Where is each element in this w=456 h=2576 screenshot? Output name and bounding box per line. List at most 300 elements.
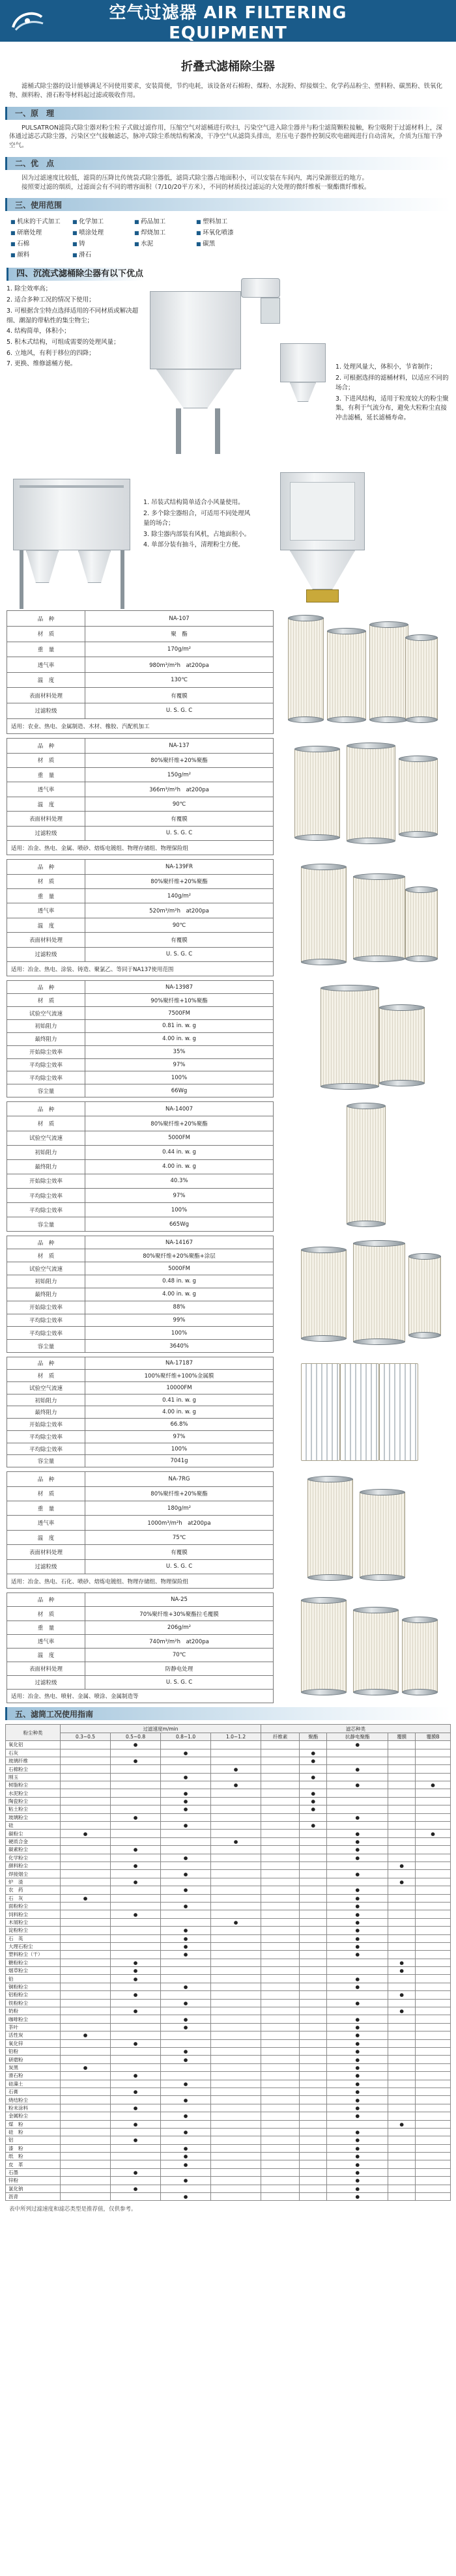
guide-mark-cell: ● [300,1789,327,1797]
feature-item: 2. 可根据选择的滤桶材料，以适应不同的场合； [335,375,449,391]
spec-row [7,1419,274,1431]
guide-mark-cell [388,1805,416,1813]
guide-mark-cell [261,2039,300,2047]
guide-mark-cell [61,1878,111,1886]
guide-mark-cell [416,1870,451,1878]
spec-row [7,1288,274,1301]
guide-mark-cell [211,2031,261,2039]
guide-mark-cell [388,2160,416,2168]
guide-mark-cell [388,1846,416,1854]
guide-mark-cell: ● [211,1765,261,1773]
spec-value: U. S. G. C [85,703,274,719]
spec-key: 初始阻力 [7,1275,85,1288]
guide-mark-cell [261,2007,300,2015]
guide-mark-cell: ● [327,2160,388,2168]
guide-mark-cell [416,1999,451,2007]
spec-value: 0.81 in. w. g [85,1019,274,1032]
guide-row [6,1886,451,1894]
guide-mark-cell [261,1846,300,1854]
filter-spec-block [0,859,456,976]
spec-key: 品 种 [7,860,85,874]
spec-value: 140g/m² [85,889,274,903]
dust-type-cell: 纸 粉 [6,2153,61,2160]
guide-mark-cell [161,1765,211,1773]
guide-mark-cell: ● [161,2112,211,2120]
guide-row [6,2031,451,2039]
spec-row [7,1262,274,1275]
filter-spec-block [0,1101,456,1232]
guide-mark-cell: ● [111,1878,161,1886]
guide-row [6,2063,451,2071]
guide-mark-cell [211,2080,261,2088]
dust-type-cell: 铁粉粉尘 [6,1999,61,2007]
guide-mark-cell [388,1942,416,1950]
guide-mark-cell [261,2047,300,2055]
spec-value: 防静电处理 [85,1662,274,1675]
guide-mark-cell [261,2015,300,2023]
guide-mark-cell [300,2185,327,2192]
guide-mark-cell [327,2120,388,2128]
guide-mark-cell [416,1854,451,1861]
guide-mark-cell [161,2007,211,2015]
guide-mark-cell: ● [161,1942,211,1950]
guide-mark-cell [327,1805,388,1813]
guide-mark-cell [388,1789,416,1797]
spec-value: 0.44 in. w. g [85,1145,274,1159]
guide-mark-cell: ● [111,1991,161,1999]
guide-mark-cell [161,2136,211,2144]
guide-mark-cell: ● [61,1894,111,1902]
guide-mark-cell [416,1749,451,1757]
guide-mark-cell [300,2088,327,2095]
spec-key: 试验空气流速 [7,1381,85,1394]
spec-value: 80%聚纤维+20%聚酯 [85,1116,274,1131]
guide-mark-cell [111,2153,161,2160]
guide-mark-cell [161,1741,211,1749]
spec-value: 150g/m² [85,768,274,782]
guide-mark-cell: ● [388,1878,416,1886]
guide-row [6,2047,451,2055]
guide-mark-cell [300,2193,327,2201]
section-principle-title: 一、原 理 [5,107,451,120]
guide-mark-cell [211,2128,261,2136]
filter-cartridge [288,617,324,721]
spec-row [7,1648,274,1662]
guide-mark-cell [161,2088,211,2095]
spec-value: 97% [85,1189,274,1203]
guide-mark-cell [111,1773,161,1781]
guide-mark-cell [261,1991,300,1999]
guide-mark-cell [327,1967,388,1975]
guide-mark-cell [61,2088,111,2095]
guide-mark-cell [416,1934,451,1942]
guide-mark-cell: ● [327,1765,388,1773]
guide-mark-cell [211,2072,261,2080]
guide-mark-cell [211,1789,261,1797]
guide-mark-cell [161,2168,211,2176]
guide-mark-cell: ● [327,1854,388,1861]
guide-mark-cell [111,1781,161,1789]
scope-item: ■ 水泥 [134,238,196,248]
guide-mark-cell [111,2015,161,2023]
guide-mark-cell [300,1862,327,1870]
guide-mark-cell [61,2015,111,2023]
guide-mark-cell [388,1854,416,1861]
guide-subheader-cell: 覆膜B [416,1733,451,1740]
guide-mark-cell [388,2063,416,2071]
guide-mark-cell [61,1837,111,1845]
spec-value: 366m³/m²h at200pa [85,782,274,797]
spec-key: 平均除尘效率 [7,1058,85,1071]
guide-mark-cell [388,1749,416,1757]
dust-type-cell: 碳素粉尘 [6,1846,61,1854]
guide-mark-cell [61,1846,111,1854]
guide-mark-cell [388,2015,416,2023]
guide-mark-cell [327,1862,388,1870]
guide-mark-cell [416,2193,451,2201]
guide-mark-cell [61,1999,111,2007]
spec-key: 重 量 [7,642,85,657]
guide-row [6,2153,451,2160]
filter-cartridge [405,888,438,960]
guide-mark-cell: ● [327,2153,388,2160]
guide-mark-cell: ● [161,1789,211,1797]
spec-key: 开始除尘效率 [7,1174,85,1188]
guide-mark-cell [300,2112,327,2120]
spec-value: 100% [85,1327,274,1340]
guide-mark-cell [261,1741,300,1749]
guide-row [6,1902,451,1910]
guide-mark-cell: ● [111,2136,161,2144]
guide-mark-cell [416,1773,451,1781]
guide-mark-cell [211,1999,261,2007]
spec-value: U. S. G. C [85,1676,274,1690]
guide-mark-cell [161,1918,211,1926]
guide-mark-cell [416,2104,451,2112]
spec-application: 适用：冶金、热电、金属、喷砂、熔炼电镀组、物理存储组、物理保险组 [7,840,274,855]
filter-cartridge [347,744,395,842]
spec-key: 透气率 [7,782,85,797]
guide-mark-cell [211,1878,261,1886]
filter-cartridge [360,1491,405,1579]
feature-item: 3. 除尘器内部装有风机，占地面积小。 [143,530,251,538]
filter-spec-block [0,1236,456,1353]
guide-mark-cell [300,2136,327,2144]
guide-mark-cell [261,2023,300,2031]
guide-mark-cell [388,1773,416,1781]
filter-cartridge [369,623,408,721]
guide-mark-cell [300,1886,327,1894]
spec-key: 材 质 [7,753,85,767]
filter-cartridge [379,1363,418,1461]
spec-value: 100% [85,1203,274,1217]
spec-table [7,859,274,976]
guide-mark-cell [211,1886,261,1894]
guide-mark-cell [61,1927,111,1934]
filter-cartridge [307,1478,353,1579]
guide-mark-cell [61,1805,111,1813]
spec-row [7,1357,274,1370]
guide-mark-cell [111,2047,161,2055]
guide-mark-cell [300,2104,327,2112]
dust-type-cell: 铝 [6,2136,61,2144]
guide-mark-cell [327,1991,388,1999]
guide-table [5,1724,451,2201]
guide-mark-cell [211,1797,261,1805]
filter-cartridge [353,875,405,960]
guide-row [6,1983,451,1990]
guide-mark-cell: ● [327,2072,388,2080]
guide-mark-cell [416,1902,451,1910]
guide-row [6,2088,451,2095]
guide-mark-cell [416,2072,451,2080]
spec-key: 材 质 [7,994,85,1007]
spec-row [7,874,274,888]
guide-mark-cell [300,2153,327,2160]
guide-mark-cell [211,2112,261,2120]
spec-value: 80%聚纤维+20%聚酯 [85,874,274,888]
spec-table [7,1101,274,1232]
guide-mark-cell [300,1934,327,1942]
guide-mark-cell [261,1927,300,1934]
spec-value: 206g/m² [85,1621,274,1634]
advantages-text: 因为过滤速度比较低，滤筒的压降比传统袋式除尘器低，滤筒式除尘器占地面积小，可以安装在车间内，离污染源很近的地方。 接照要过滤的烟质，过滤面会有不同的增容面积（7/10/20平方米），不同的材质技过滤运的大处理的微纤维板一聚酯微纤维板。 [21,174,371,191]
guide-mark-cell [261,1830,300,1837]
guide-mark-cell: ● [111,2088,161,2095]
dust-type-cell: 化学粉尘 [6,1854,61,1861]
guide-mark-cell: ● [327,1886,388,1894]
guide-subheader-cell: 1.0~1.2 [211,1733,261,1740]
guide-mark-cell [111,1927,161,1934]
spec-key: 开始除尘效率 [7,1301,85,1314]
filter-cartridge [301,1363,340,1461]
guide-mark-cell [61,2104,111,2112]
guide-mark-cell [211,1854,261,1861]
guide-mark-cell [327,1797,388,1805]
spec-key: 最终阻力 [7,1406,85,1419]
guide-row [6,1934,451,1942]
spec-row [7,1032,274,1045]
guide-mark-cell [388,1918,416,1926]
spec-row [7,947,274,961]
spec-row [7,1203,274,1217]
guide-mark-cell: ● [300,1757,327,1764]
guide-mark-cell [388,1983,416,1990]
scope-item: ■ 石棉 [10,238,72,248]
guide-mark-cell [388,2056,416,2063]
guide-mark-cell [61,1757,111,1764]
guide-row [6,1773,451,1781]
guide-subheader-cell: 纤维素 [261,1733,300,1740]
guide-mark-cell [388,1797,416,1805]
guide-mark-cell [416,2039,451,2047]
dust-type-cell: 玻璃粉尘 [6,1813,61,1821]
guide-mark-cell [111,1805,161,1813]
guide-mark-cell [388,2088,416,2095]
guide-row [6,1789,451,1797]
guide-mark-cell [261,2144,300,2152]
spec-key: 品 种 [7,739,85,753]
guide-mark-cell [300,1854,327,1861]
spec-row [7,1102,274,1116]
spec-row [7,739,274,753]
spec-row [7,657,274,673]
dust-type-cell: 研磨粉 [6,2056,61,2063]
spec-key: 表面材料处理 [7,688,85,703]
guide-mark-cell [261,1918,300,1926]
spec-key: 材 质 [7,1249,85,1262]
guide-mark-cell: ● [327,2128,388,2136]
guide-mark-cell: ● [300,1797,327,1805]
guide-mark-cell [261,2088,300,2095]
spec-value: 10000FM [85,1381,274,1394]
guide-mark-cell [388,1934,416,1942]
guide-mark-cell [111,1942,161,1950]
guide-mark-cell: ● [300,1805,327,1813]
guide-mark-cell [388,1870,416,1878]
guide-mark-cell: ● [161,2193,211,2201]
spec-value: NA-13987 [85,981,274,994]
dust-type-cell: 煤 粉 [6,2120,61,2128]
guide-mark-cell [211,2136,261,2144]
guide-mark-cell: ● [111,1959,161,1966]
spec-key: 重 量 [7,1501,85,1516]
spec-row [7,826,274,840]
feature-item: 1. 处理风量大，体积小，节省制作； [335,363,436,371]
scope-item: ■ 滑石 [72,249,134,259]
spec-value: NA-14167 [85,1236,274,1249]
guide-row [6,2072,451,2080]
guide-mark-cell [388,1830,416,1837]
guide-mark-cell [111,1983,161,1990]
spec-row [7,1058,274,1071]
guide-row [6,2160,451,2168]
guide-mark-cell [388,1999,416,2007]
guide-mark-cell [261,1975,300,1983]
dust-type-cell: 焊接烟尘 [6,1870,61,1878]
guide-mark-cell: ● [161,2153,211,2160]
guide-mark-cell [61,1822,111,1830]
dust-type-cell: 铜粉粉尘 [6,1983,61,1990]
guide-mark-cell [161,2072,211,2080]
guide-mark-cell [61,1959,111,1966]
guide-mark-cell [416,1822,451,1830]
guide-mark-cell: ● [327,2088,388,2095]
guide-mark-cell [211,2088,261,2095]
spec-application: 适用：农业、热电、金属制造、木材、橡胶、汽配机加工 [7,718,274,734]
spec-row [7,812,274,826]
guide-row [6,1959,451,1966]
guide-mark-cell [61,1797,111,1805]
guide-row [6,1918,451,1926]
guide-mark-cell: ● [327,1781,388,1789]
spec-key: 平均除尘效率 [7,1189,85,1203]
guide-mark-cell [300,1741,327,1749]
spec-key: 表面材料处理 [7,1545,85,1559]
guide-mark-cell: ● [300,1773,327,1781]
guide-mark-cell [416,2177,451,2185]
spec-row [7,889,274,903]
scope-item: ■ 环氧化喷漆 [196,227,258,236]
guide-mark-cell [300,2160,327,2168]
guide-mark-cell [388,1886,416,1894]
guide-mark-cell: ● [388,1959,416,1966]
dust-type-cell: 淀粉粉尘 [6,1927,61,1934]
spec-value: 3640% [85,1340,274,1353]
feature-item: 3. 可根据含尘特点选择适用的不同材质或解决超细、潮湿的带粘性的集尘物尘； [7,307,139,324]
guide-row [6,1999,451,2007]
guide-mark-cell [416,1789,451,1797]
guide-mark-cell [388,2031,416,2039]
spec-row [7,1430,274,1443]
guide-row [6,2185,451,2192]
spec-value: 4.00 in. w. g [85,1159,274,1174]
guide-mark-cell [111,1886,161,1894]
guide-mark-cell [111,2112,161,2120]
guide-subheader-cell: 0.8~1.0 [161,1733,211,1740]
guide-mark-cell: ● [61,2063,111,2071]
guide-mark-cell [111,1894,161,1902]
guide-mark-cell: ● [327,2056,388,2063]
guide-mark-cell: ● [161,1902,211,1910]
spec-table [7,738,274,855]
spec-key: 材 质 [7,1486,85,1501]
guide-mark-cell [416,2023,451,2031]
guide-mark-cell: ● [327,1894,388,1902]
dust-type-cell: 石 英 [6,1934,61,1942]
guide-mark-cell [161,1991,211,1999]
guide-row [6,1797,451,1805]
spec-key: 品 种 [7,1102,85,1116]
guide-mark-cell: ● [161,1983,211,1990]
guide-mark-cell: ● [327,2047,388,2055]
guide-mark-cell: ● [111,2185,161,2192]
spec-value: 97% [85,1058,274,1071]
guide-mark-cell [300,1846,327,1854]
dust-type-cell: 碳粉尘 [6,1830,61,1837]
feature-item: 4. 单部分装有抽斗，清理粉尘方便。 [143,541,244,549]
spec-value: 4.00 in. w. g [85,1288,274,1301]
guide-mark-cell [111,2144,161,2152]
guide-mark-cell: ● [327,2112,388,2120]
guide-mark-cell: ● [327,1902,388,1910]
guide-mark-cell [161,1862,211,1870]
filter-cartridge-photo [281,610,449,734]
feature-item: 4. 结构简单，体积小； [7,328,70,335]
guide-mark-cell [261,1854,300,1861]
dust-type-cell: 锌粉 [6,2177,61,2185]
filter-spec-block [0,1471,456,1589]
spec-value: 665Wg [85,1217,274,1232]
spec-row [7,1455,274,1467]
guide-mark-cell [388,1951,416,1959]
guide-mark-cell [416,1757,451,1764]
guide-mark-cell [161,1846,211,1854]
filter-spec-list [0,610,456,1703]
spec-key: 透气率 [7,657,85,673]
guide-mark-cell [161,1910,211,1918]
guide-mark-cell [300,1765,327,1773]
spec-table [7,1592,274,1703]
spec-table [7,1357,274,1467]
guide-mark-cell [300,1975,327,1983]
guide-row [6,2120,451,2128]
spec-key: 平均除尘效率 [7,1203,85,1217]
dust-collector-illustration [143,265,335,460]
dust-type-cell: 硬质合金 [6,1837,61,1845]
guide-mark-cell [261,1886,300,1894]
filter-spec-block [0,738,456,855]
